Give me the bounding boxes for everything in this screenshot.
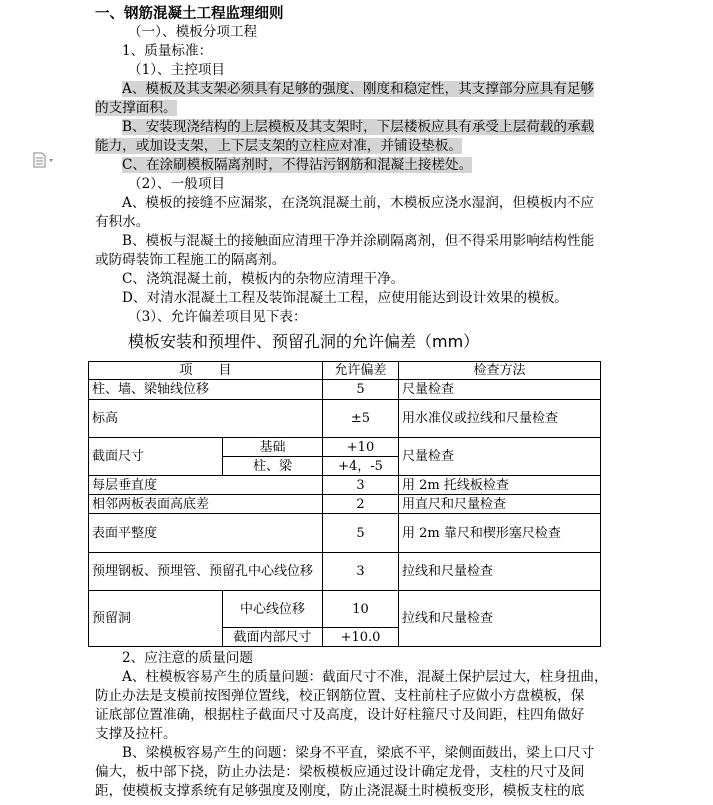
table-row [89, 476, 601, 495]
subheading-quality-issues: 2、应注意的质量问题 [122, 650, 253, 666]
cell-method: 用水准仪或拉线和尺量检查 [399, 400, 601, 438]
table-row [89, 514, 601, 553]
table-row [89, 495, 601, 514]
cell-item: 标高 [89, 400, 323, 438]
cell-method: 用 2m 托线板检查 [399, 476, 601, 495]
cell-subitem: 基础 [223, 438, 323, 457]
cell-item: 每层垂直度 [89, 476, 323, 495]
document-comment-icon[interactable] [33, 152, 55, 168]
paragraph-line: D、对清水混凝土工程及装饰混凝土工程，应使用能达到设计效果的模板。 [122, 290, 568, 306]
highlighted-text: 的支撑面积。 [95, 100, 177, 116]
header-item: 项 目 [89, 362, 323, 380]
table-header-row [89, 362, 601, 380]
cell-subitem: 截面内部尺寸 [223, 628, 323, 647]
cell-method: 用 2m 靠尺和楔形塞尺检查 [399, 514, 601, 553]
cell-deviation: ±5 [323, 400, 399, 438]
cell-item: 截面尺寸 [89, 438, 223, 476]
subheading-deviation: （3）、允许偏差项目见下表： [128, 309, 307, 325]
paragraph-line [122, 78, 594, 100]
table-row [89, 438, 601, 457]
table-row [89, 400, 601, 438]
paragraph-line: 偏大，板中部下挠，防止办法是：梁板模板应通过设计确定龙骨，支柱的尺寸及间 [95, 764, 585, 780]
paragraph-line: 距，使模板支撑系统有足够强度及刚度，防止浇混凝土时模板变形，模板支柱的底 [95, 783, 585, 799]
cell-method: 尺量检查 [399, 380, 601, 400]
table-row [89, 591, 601, 628]
paragraph-line: 支撑及拉杆。 [95, 726, 177, 742]
cell-method: 尺量检查 [399, 438, 601, 476]
header-method: 检查方法 [399, 362, 601, 380]
cell-deviation: 5 [323, 514, 399, 553]
section-heading: 一、钢筋混凝土工程监理细则 [95, 5, 284, 22]
subheading-quality-standard: 1、质量标准： [122, 43, 213, 59]
paragraph-line: B、模板与混凝土的接触面应清理干净并涂刷隔离剂，但不得采用影响结构性能 [122, 233, 595, 249]
highlighted-text: 能力，或加设支架，上下层支架的立柱应对准，并铺设垫板。 [95, 138, 463, 154]
cell-deviation: +10 [323, 438, 399, 457]
subheading-general-items: （2）、一般项目 [128, 176, 226, 192]
paragraph-line: 证底部位置准确，根据柱子截面尺寸及高度，设计好柱箍尺寸及间距，柱四角做好 [95, 707, 585, 723]
cell-deviation: 2 [323, 495, 399, 514]
paragraph-line: A、模板的接缝不应漏浆，在浇筑混凝土前，木模板应浇水湿润，但模板内不应 [122, 195, 595, 211]
paragraph-line: C、浇筑混凝土前，模板内的杂物应清理干净。 [122, 271, 405, 287]
cell-deviation: 3 [323, 476, 399, 495]
cell-item: 表面平整度 [89, 514, 323, 553]
highlighted-text: A、模板及其支架必须具有足够的强度、刚度和稳定性，其支撑部分应具有足够 [122, 81, 595, 97]
cell-subitem: 中心线位移 [223, 591, 323, 628]
cell-item: 预埋钢板、预埋管、预留孔中心线位移 [89, 553, 323, 591]
subheading-main-items: （1）、主控项目 [128, 62, 226, 78]
cell-subitem: 柱、梁 [223, 457, 323, 476]
subheading-formwork: （一）、模板分项工程 [128, 24, 258, 40]
paragraph-line: 或防碍装饰工程施工的隔离剂。 [95, 252, 286, 268]
cell-item: 相邻两板表面高底差 [89, 495, 323, 514]
cell-deviation: 10 [323, 591, 399, 628]
table-row [89, 380, 601, 400]
table-title: 模板安装和预埋件、预留孔洞的允许偏差（mm） [128, 332, 480, 351]
cell-deviation: +10.0 [323, 628, 399, 647]
highlighted-text: C、在涂刷模板隔离剂时，不得沾污钢筋和混凝土接槎处。 [122, 157, 473, 173]
header-deviation: 允许偏差 [323, 362, 399, 380]
paragraph-line: 防止办法是支模前按图弹位置线，校正钢筋位置、支柱前柱子应做小方盘模板，保 [95, 688, 585, 704]
cell-method: 用直尺和尺量检查 [399, 495, 601, 514]
cell-deviation: 3 [323, 553, 399, 591]
cell-method: 拉线和尺量检查 [399, 591, 601, 647]
table-row [89, 553, 601, 591]
highlighted-text: B、安装现浇结构的上层模板及其支架时，下层楼板应具有承受上层荷载的承载 [122, 119, 595, 135]
paragraph-line: 有积水。 [95, 214, 150, 230]
cell-deviation: +4，-5 [323, 457, 399, 476]
cell-method: 拉线和尺量检查 [399, 553, 601, 591]
cell-deviation: 5 [323, 380, 399, 400]
deviation-table [88, 361, 601, 647]
cell-item: 预留洞 [89, 591, 223, 647]
cell-item: 柱、墙、梁轴线位移 [89, 380, 323, 400]
paragraph-line: B、梁模板容易产生的问题：梁身不平直，梁底不平，梁侧面鼓出，梁上口尺寸 [122, 745, 595, 761]
paragraph-line: A、柱模板容易产生的质量问题：截面尺寸不准，混凝土保护层过大，柱身扭曲， [122, 669, 608, 685]
